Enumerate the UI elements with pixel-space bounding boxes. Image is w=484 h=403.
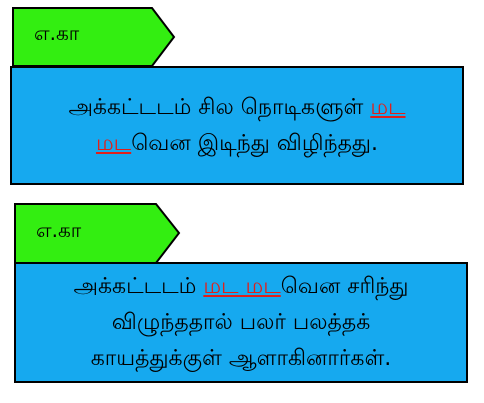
- example-1-text: அக்கட்டடம் சில நொடிகளுள் மட மடவென இடிந்து விழிந்தது.: [68, 94, 406, 156]
- example-2-tag: [14, 203, 181, 265]
- example-2-card: [14, 262, 468, 383]
- example-1-tag: [12, 7, 177, 68]
- tag-label: எ.கா: [34, 21, 80, 45]
- onomatopoeia-highlight: மட மட: [203, 273, 281, 299]
- tag-label: எ.கா: [36, 218, 82, 242]
- example-1-card: [10, 66, 464, 185]
- example-2-text: அக்கட்டடம் மட மடவென சரிந்து விழுந்ததால் பலர் பலத்தக் காயத்துக்குள் ஆளாகினார்கள்.: [73, 273, 409, 371]
- onomatopoeia-highlight: மட: [370, 94, 406, 120]
- onomatopoeia-highlight: மட: [95, 130, 132, 156]
